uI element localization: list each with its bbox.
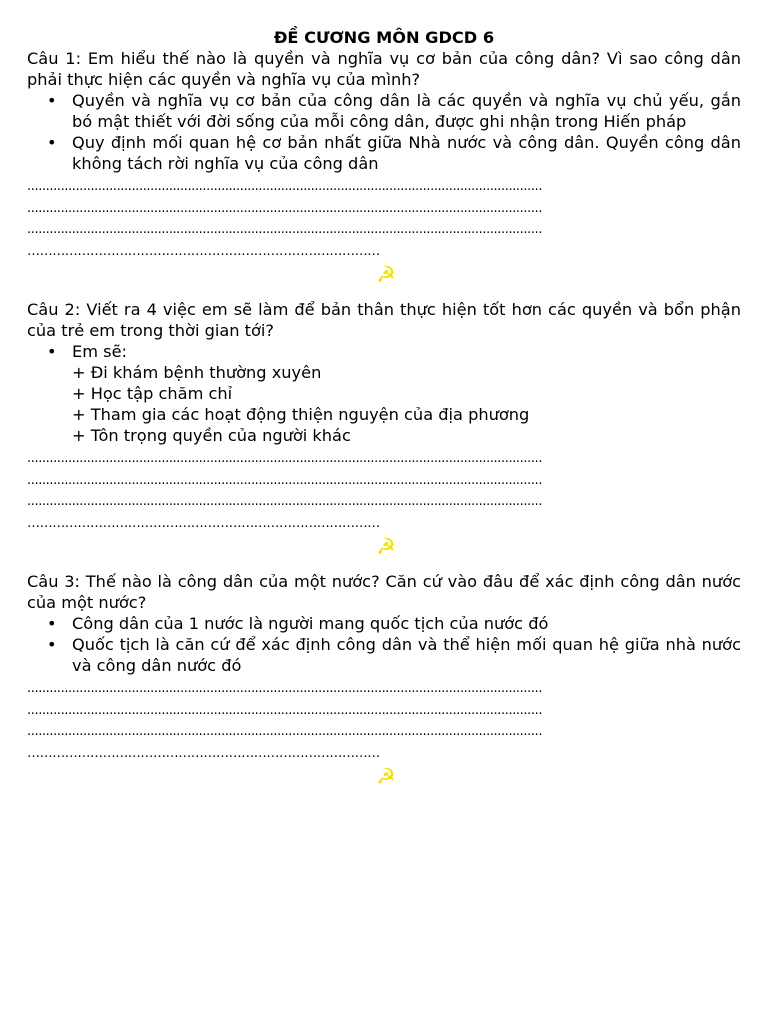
- dotted-line: ..........................................................................................................................................: [27, 702, 543, 718]
- document-page: [27, 27, 741, 801]
- dotted-line: ..........................................................................................................................................: [27, 681, 543, 696]
- list-item: [27, 132, 741, 174]
- list-item: [27, 341, 741, 446]
- answer-intro: Em sẽ:: [72, 342, 127, 361]
- question-3-text: Câu 3: Thế nào là công dân của một nước? Căn cứ vào đâu để xác định công dân nước của một nước?: [27, 572, 741, 612]
- dotted-line: ..........................................................................................................................................: [27, 494, 543, 509]
- answer-text: Quốc tịch là căn cứ để xác định công dân và thể hiện mối quan hệ giữa nhà nước và công dân nước đó: [72, 635, 741, 675]
- question-3-answer-list: [27, 613, 741, 676]
- dotted-line: ..........................................................................................................................................: [27, 472, 543, 488]
- answer-subitem: + Tôn trọng quyền của người khác: [72, 426, 351, 445]
- bullet-icon: •: [47, 91, 57, 110]
- dotted-line: …………………………………………………………………………: [27, 243, 380, 259]
- dotted-line: ..........................................................................................................................................: [27, 222, 543, 237]
- dotted-line: ..........................................................................................................................................: [27, 179, 543, 194]
- answer-text: Công dân của 1 nước là người mang quốc tịch của nước đó: [72, 614, 549, 633]
- dotted-line: …………………………………………………………………………: [27, 515, 380, 531]
- question-3-section: [27, 571, 741, 795]
- answer-lines: [27, 448, 741, 534]
- dotted-line: ..........................................................................................................................................: [27, 200, 543, 216]
- answer-subitem: + Tham gia các hoạt động thiện nguyện của địa phương: [72, 405, 530, 424]
- list-item: [27, 613, 741, 634]
- question-2-text: Câu 2: Viết ra 4 việc em sẽ làm để bản thân thực hiện tốt hơn các quyền và bổn phận của trẻ em trong thời gian tới?: [27, 300, 741, 340]
- bullet-icon: •: [47, 342, 57, 361]
- hammer-sickle-icon: ☭: [376, 263, 396, 288]
- dotted-line: …………………………………………………………………………: [27, 745, 380, 761]
- answer-text: Quyền và nghĩa vụ cơ bản của công dân là các quyền và nghĩa vụ chủ yếu, gắn bó mật thiết với đời sống của mỗi công dân, được ghi nhận trong Hiến pháp: [72, 91, 741, 131]
- answer-subitem: + Học tập chăm chỉ: [72, 384, 233, 403]
- answer-text: Quy định mối quan hệ cơ bản nhất giữa Nhà nước và công dân. Quyền công dân không tách rời nghĩa vụ của công dân: [72, 133, 741, 173]
- answer-subitem: + Đi khám bệnh thường xuyên: [72, 363, 322, 382]
- question-1-answer-list: [27, 90, 741, 174]
- hammer-sickle-icon: ☭: [376, 535, 396, 560]
- list-item: [27, 634, 741, 676]
- question-1-text: Câu 1: Em hiểu thế nào là quyền và nghĩa vụ cơ bản của công dân? Vì sao công dân phải thực hiện các quyền và nghĩa vụ của mình?: [27, 49, 741, 89]
- list-item: [27, 90, 741, 132]
- hammer-sickle-icon: ☭: [376, 765, 396, 790]
- bullet-icon: •: [47, 635, 57, 654]
- answer-lines: [27, 678, 741, 764]
- question-2-answer-list: [27, 341, 741, 446]
- question-2-section: [27, 299, 741, 565]
- dotted-line: ..........................................................................................................................................: [27, 724, 543, 739]
- dotted-line: ..........................................................................................................................................: [27, 451, 543, 466]
- document-title: ĐỀ CƯƠNG MÔN GDCD 6: [273, 28, 495, 47]
- answer-lines: [27, 176, 741, 262]
- question-1-section: [27, 48, 741, 293]
- bullet-icon: •: [47, 133, 57, 152]
- bullet-icon: •: [47, 614, 57, 633]
